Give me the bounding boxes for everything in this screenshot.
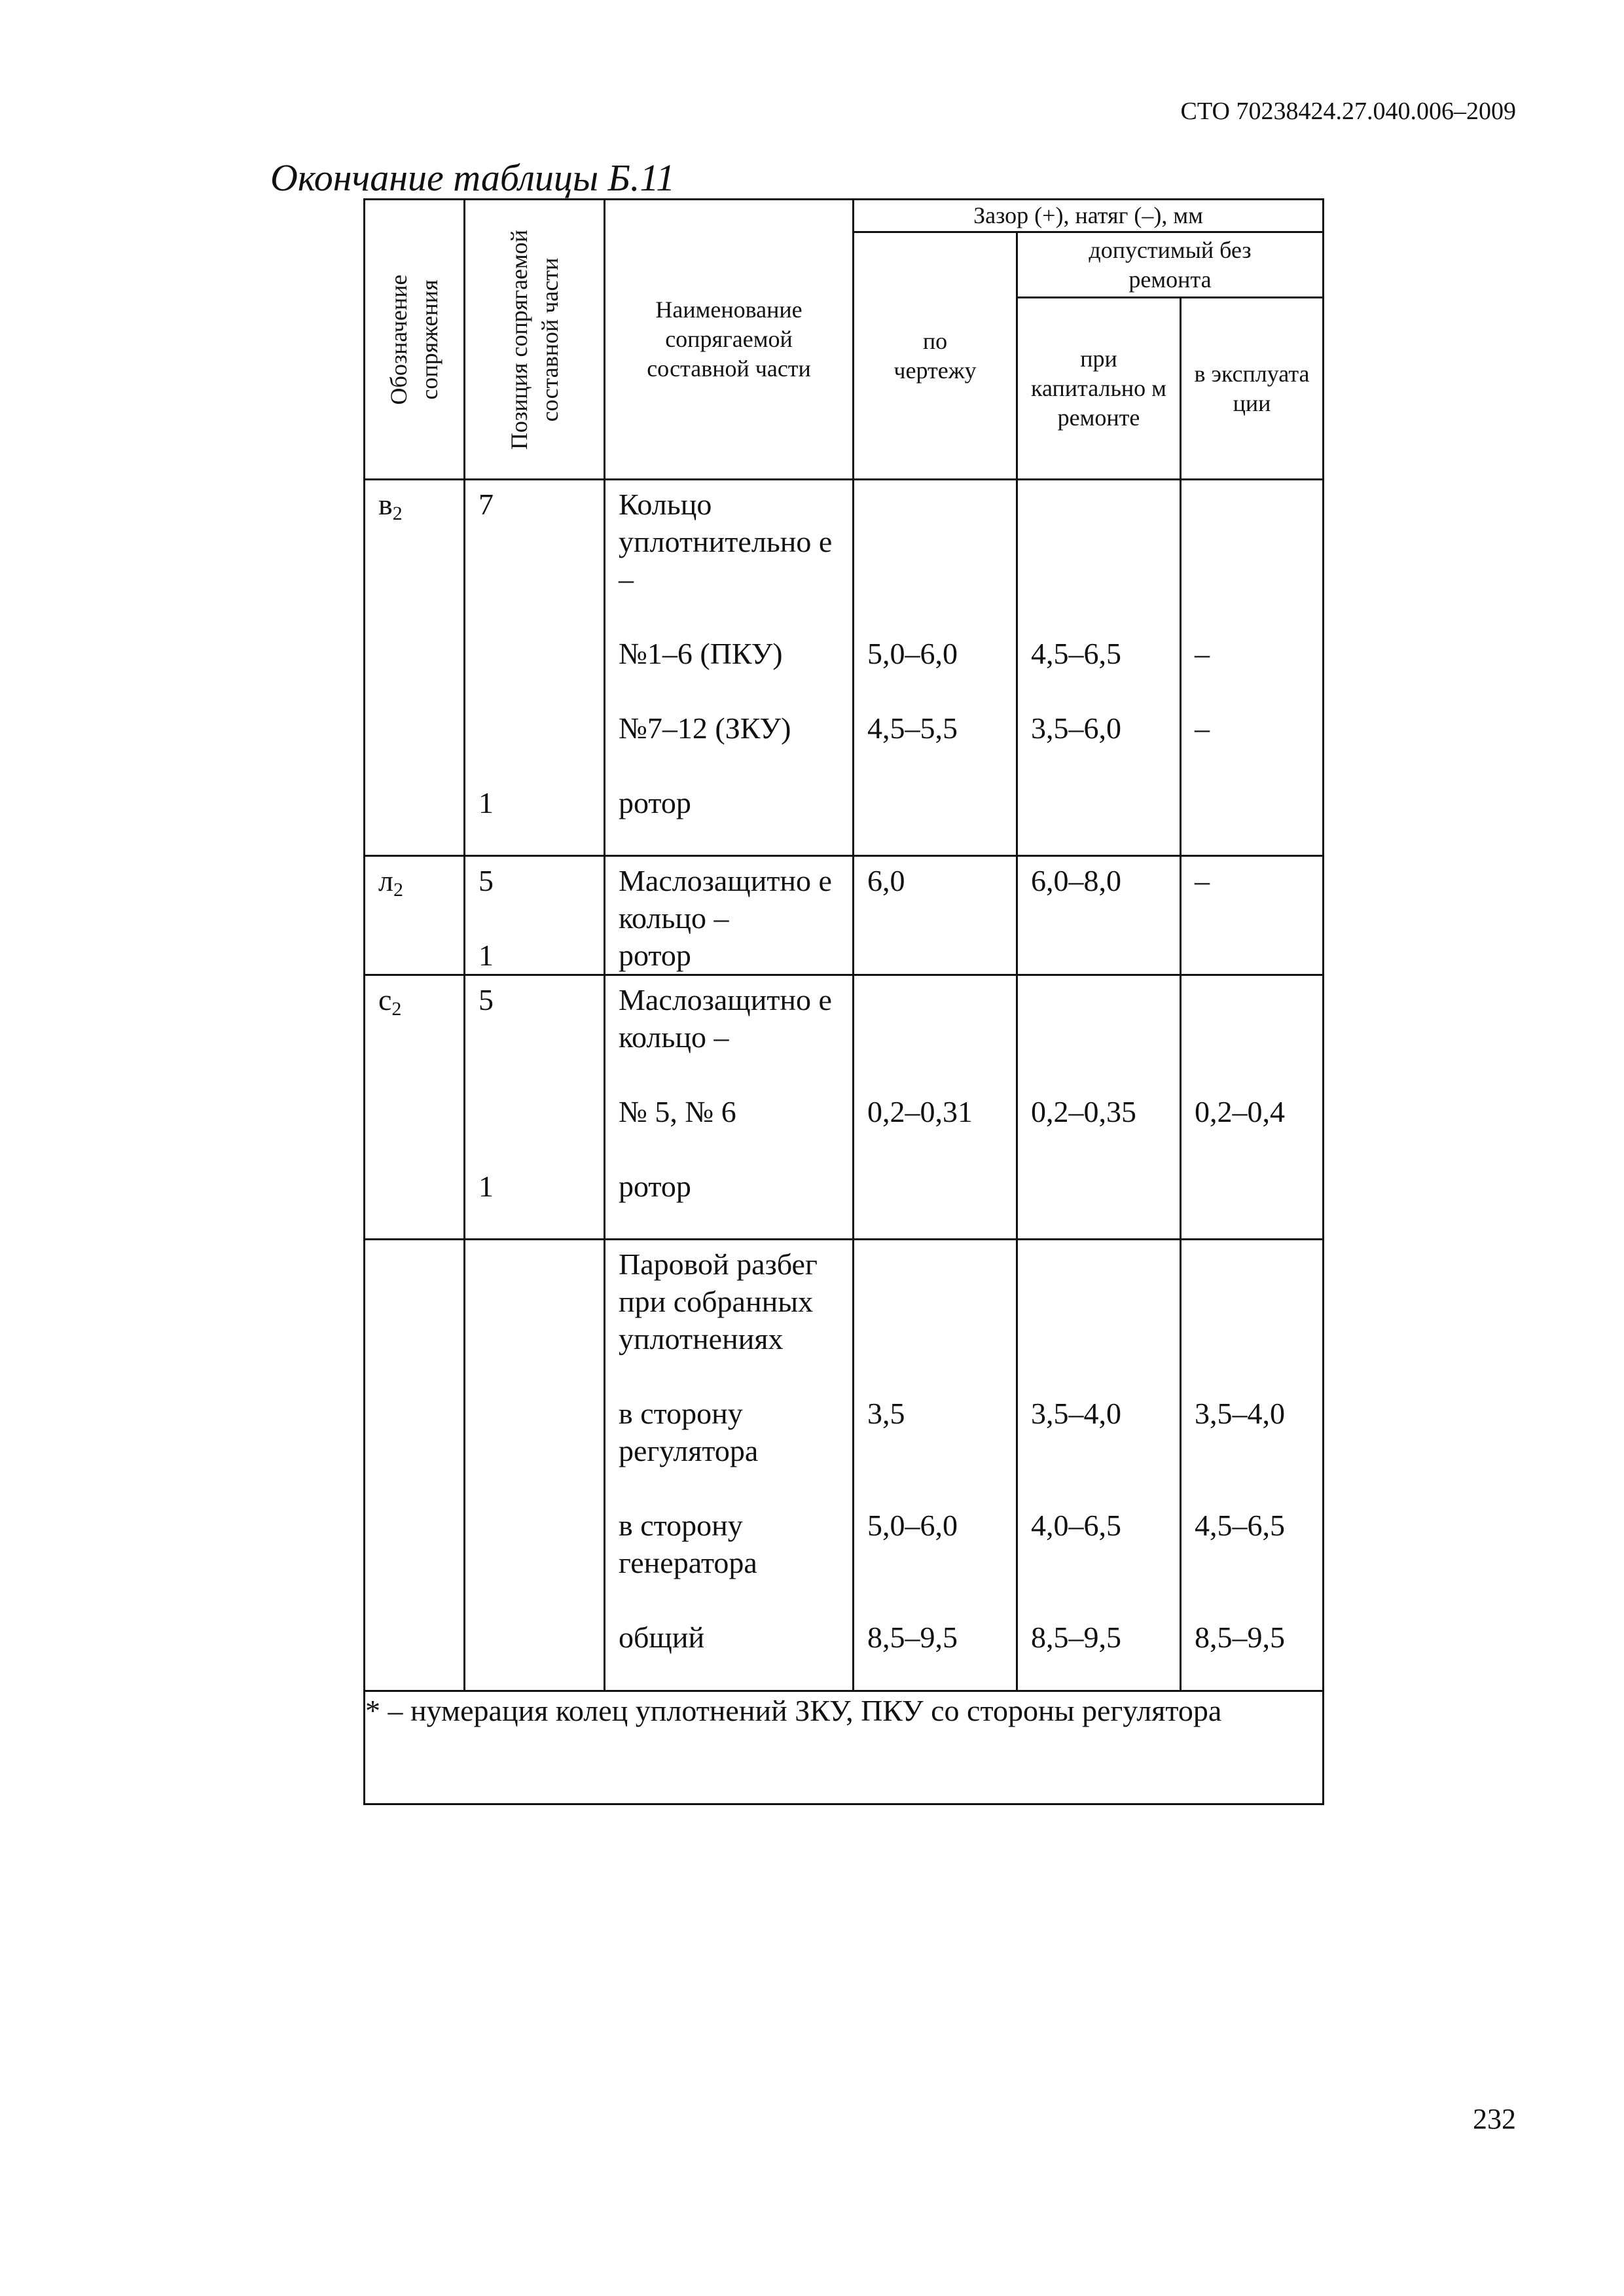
operation-cell: – –: [1195, 637, 1210, 745]
header-capital-repair: при капитально м ремонте: [1017, 298, 1181, 480]
position-cell: 5 1: [478, 983, 494, 1203]
position-cell: 5 1: [478, 864, 494, 972]
designation-cell: $с_2$: [378, 983, 402, 1020]
drawing-cell: 3,5 5,0–6,0 8,5–9,5: [867, 1397, 958, 1654]
capital-cell: 0,2–0,35: [1031, 1095, 1136, 1128]
header-operation: в эксплуата ции: [1181, 298, 1324, 480]
page-number: 232: [1473, 2103, 1516, 2135]
position-cell: 7 1: [478, 488, 494, 819]
header-designation: Обозначение сопряжения: [365, 200, 465, 480]
operation-cell: 3,5–4,0 4,5–6,5 8,5–9,5: [1195, 1397, 1285, 1654]
designation-cell: [365, 1240, 465, 1691]
table-row: [365, 975, 1324, 1240]
document-code: СТО 70238424.27.040.006–2009: [1180, 98, 1516, 125]
clearance-table: [363, 198, 1324, 1805]
operation-cell: 0,2–0,4: [1195, 1095, 1285, 1128]
capital-cell: 6,0–8,0: [1031, 864, 1121, 897]
capital-cell: 3,5–4,0 4,0–6,5 8,5–9,5: [1031, 1397, 1121, 1654]
operation-cell: –: [1195, 864, 1210, 897]
name-cell: Маслозащитно е кольцо – № 5, № 6 ротор: [619, 983, 832, 1203]
header-name: Наименование сопрягаемой составной части: [605, 200, 854, 480]
table-row: [365, 1240, 1324, 1691]
capital-cell: 4,5–6,5 3,5–6,0: [1031, 637, 1121, 745]
name-cell: Маслозащитно е кольцо – ротор: [619, 864, 832, 972]
position-cell: [465, 1240, 605, 1691]
name-cell: Кольцо уплотнительно е – №1–6 (ПКУ) №7–12 (ЗКУ) ротор: [619, 488, 833, 819]
designation-cell: $л_2$: [378, 864, 403, 901]
header-gap-group: Зазор (+), натяг (–), мм: [854, 200, 1324, 232]
designation-cell: $в_2$: [378, 488, 403, 524]
header-allowable-group: допустимый без ремонта: [1017, 232, 1324, 298]
name-cell: Паровой разбег при собранных уплотнениях в сторону регулятора в сторону генератора общий: [619, 1247, 818, 1654]
drawing-cell: 6,0: [867, 864, 905, 897]
table-row: [365, 480, 1324, 856]
header-per-drawing: по чертежу: [854, 232, 1017, 480]
table-footnote: * – нумерация колец уплотнений ЗКУ, ПКУ со стороны регулятора: [365, 1691, 1324, 1804]
header-position: Позиция сопрягаемой составной части: [465, 200, 605, 480]
table-row: [365, 856, 1324, 975]
drawing-cell: 5,0–6,0 4,5–5,5: [867, 637, 958, 745]
drawing-cell: 0,2–0,31: [867, 1095, 973, 1128]
table-caption: Окончание таблицы Б.11: [270, 156, 676, 199]
